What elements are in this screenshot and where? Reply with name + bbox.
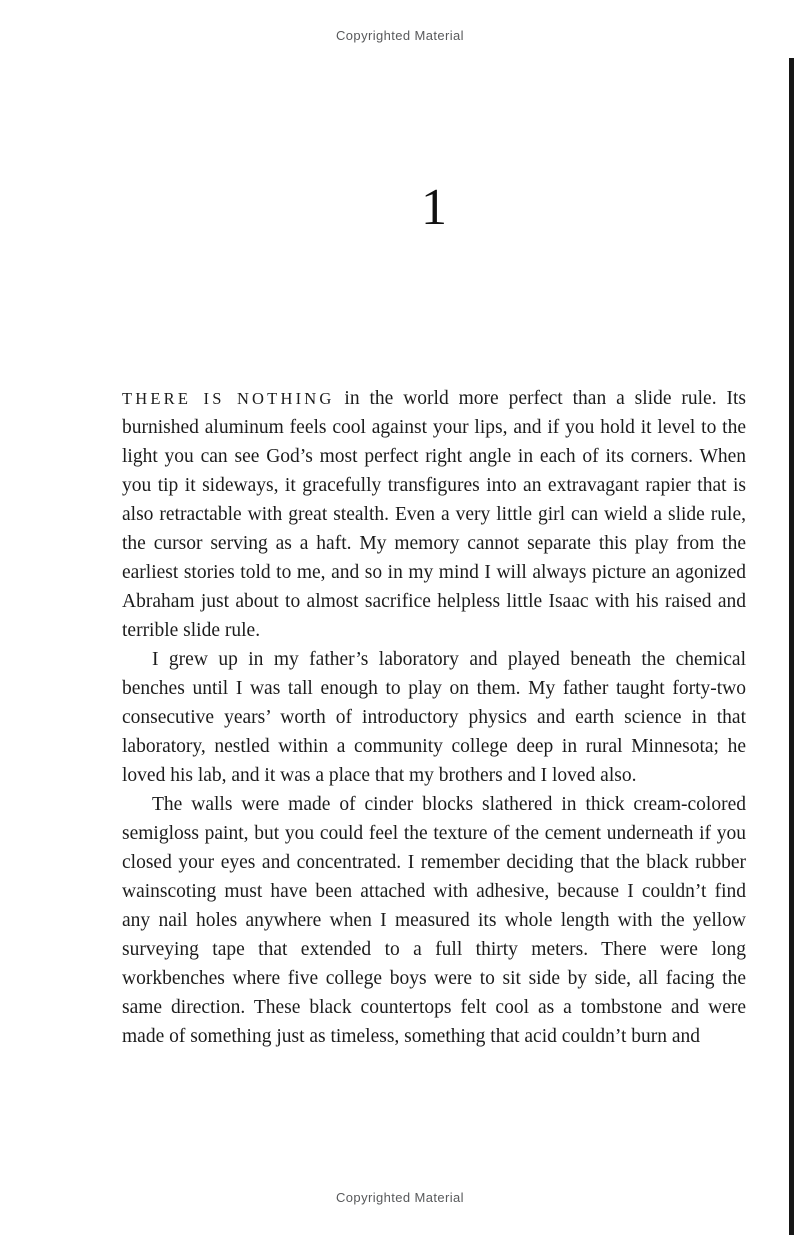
copyright-notice-bottom: Copyrighted Material bbox=[336, 1190, 464, 1205]
paragraph-1 bbox=[122, 384, 746, 645]
lead-in-smallcaps: THERE IS NOTHING bbox=[122, 389, 335, 408]
copyright-notice-top: Copyrighted Material bbox=[336, 28, 464, 43]
chapter-number: 1 bbox=[421, 179, 447, 236]
body-text bbox=[122, 384, 746, 1051]
paragraph-3: The walls were made of cinder blocks slathered in thick cream-colored semigloss paint, but you could feel the texture of the cement underneath if you closed your eyes and concentrated. I remember deciding that the black rubber wainscoting must have been attached with adhesive, because I couldn’t find any nail holes anywhere when I measured its whole length with the yellow surveying tape that extended to a full thirty meters. There were long workbenches where five college boys were to sit side by side, all facing the same direction. These black countertops felt cool as a tombstone and were made of something just as timeless, something that acid couldn’t burn and bbox=[122, 794, 746, 1047]
paragraph-1-text: in the world more perfect than a slide rule. Its burnished aluminum feels cool against your lips, and if you hold it level to the light you can see God’s most perfect right angle in each of its corners. When you tip it sideways, it gracefully transfigures into an extravagant rapier that is also retractable with great stealth. Even a very little girl can wield a slide rule, the cursor serving as a haft. My memory cannot separate this play from the earliest stories told to me, and so in my mind I will always picture an agonized Abraham just about to almost sacrifice helpless little Isaac with his raised and terrible slide rule. bbox=[122, 388, 746, 641]
scan-edge-line bbox=[789, 58, 794, 1235]
paragraph-2: I grew up in my father’s laboratory and played beneath the chemical benches until I was tall enough to play on them. My father taught forty-two consecutive years’ worth of introductory physics and earth science in that laboratory, nestled within a community college deep in rural Minnesota; he loved his lab, and it was a place that my brothers and I loved also. bbox=[122, 649, 746, 786]
